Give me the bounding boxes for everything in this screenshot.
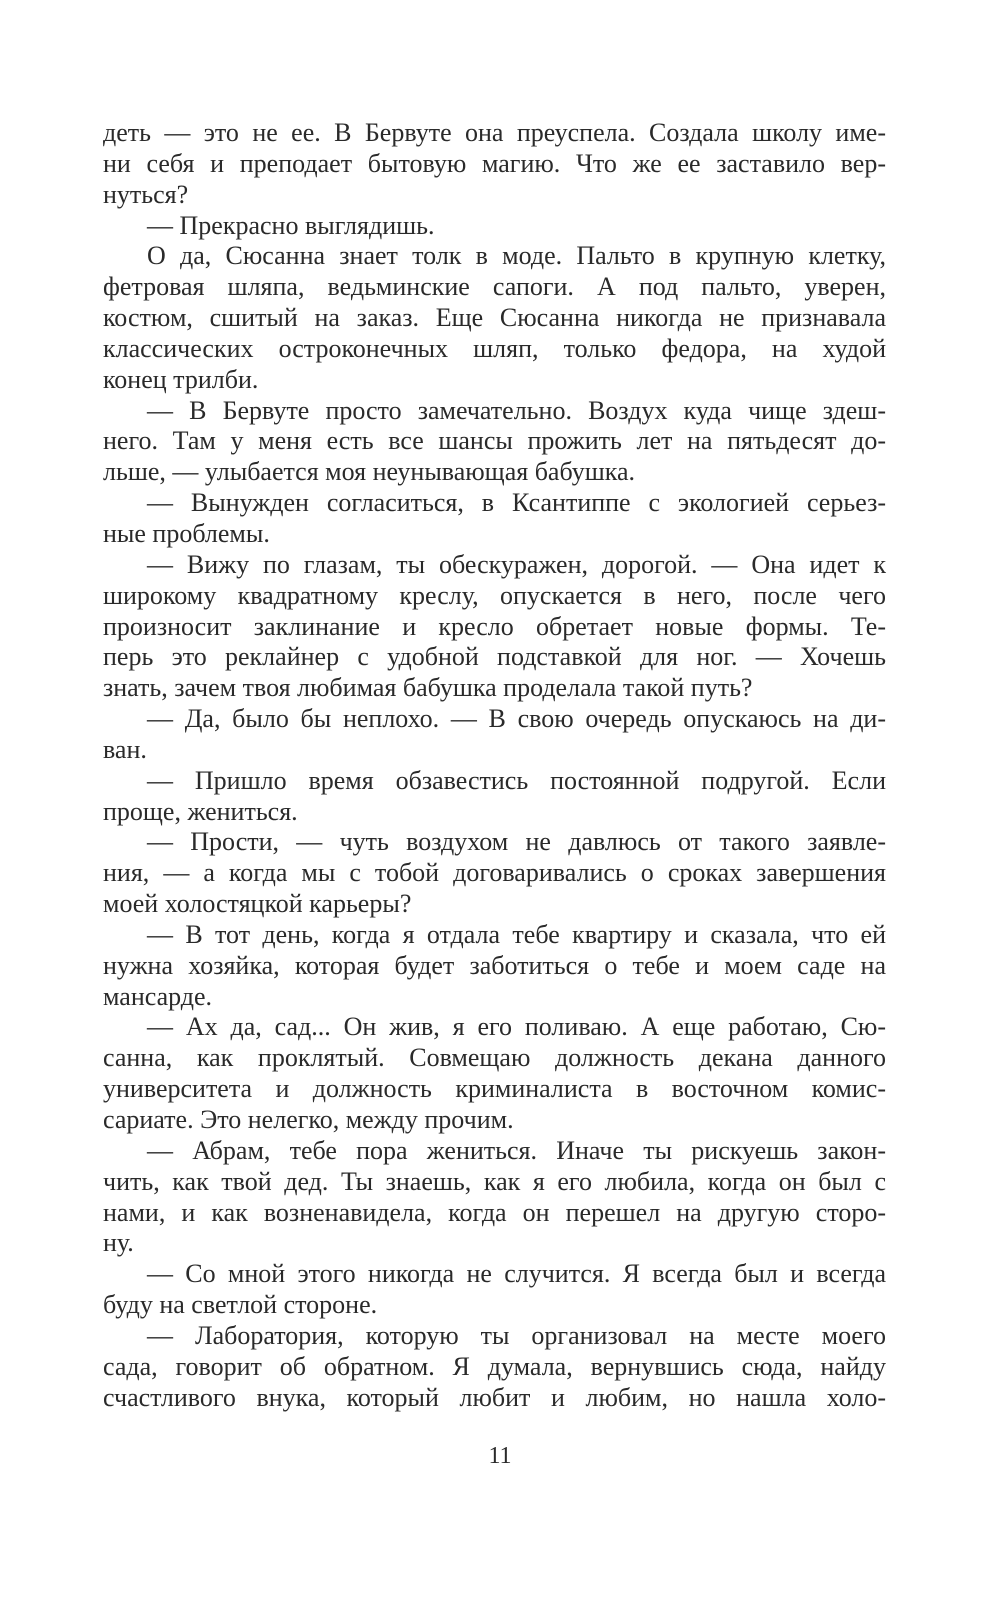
paragraph <box>103 920 886 1013</box>
text-line: — Прости, — чуть воздухом не давлюсь от такого заявле- <box>147 827 886 857</box>
text-line: санна, как проклятый. Совмещаю должность декана данного <box>103 1043 886 1073</box>
text-line: моей холостяцкой карьеры? <box>103 889 412 919</box>
text-line: классических остроконечных шляп, только федора, на худой <box>103 333 886 363</box>
paragraph <box>103 1136 886 1259</box>
paragraph <box>103 704 886 766</box>
text-line: ния, — а когда мы с тобой договаривались о сроках завершения <box>103 858 886 888</box>
text-line: конец трилби. <box>103 364 259 394</box>
text-line: перь это реклайнер с удобной подставкой для ног. — Хочешь <box>103 642 886 672</box>
paragraph <box>103 488 886 550</box>
text-line: — Абрам, тебе пора жениться. Иначе ты рискуешь закон- <box>147 1135 886 1165</box>
paragraph <box>103 1321 886 1414</box>
paragraph <box>103 396 886 489</box>
text-line: — Лаборатория, которую ты организовал на месте моего <box>147 1320 886 1350</box>
text-line: произносит заклинание и кресло обретает новые формы. Те- <box>103 611 886 641</box>
text-line: буду на светлой стороне. <box>103 1290 378 1320</box>
text-line: нуться? <box>103 179 189 209</box>
text-line: — Со мной этого никогда не случится. Я всегда был и всегда <box>147 1259 886 1289</box>
text-line: — Ах да, сад... Он жив, я его поливаю. А еще работаю, Сю- <box>147 1012 886 1042</box>
page-body-text <box>103 118 886 1413</box>
text-line: ни себя и преподает бытовую магию. Что же ее заставило вер- <box>103 148 886 178</box>
paragraph <box>103 766 886 828</box>
paragraph <box>103 241 886 395</box>
text-line: сариате. Это нелегко, между прочим. <box>103 1105 514 1134</box>
paragraph <box>103 1259 886 1321</box>
text-line: ван. <box>103 734 147 764</box>
text-line: О да, Сюсанна знает толк в моде. Пальто в крупную клетку, <box>147 241 886 271</box>
text-line: фетровая шляпа, ведьминские сапоги. А под пальто, уверен, <box>103 272 886 302</box>
text-line: — Прекрасно выглядишь. <box>147 210 435 240</box>
text-line: сада, говорит об обратном. Я думала, вернувшись сюда, найду <box>103 1351 886 1381</box>
text-line: нами, и как возненавидела, когда он перешел на другую сторо- <box>103 1197 886 1227</box>
text-line: чить, как твой дед. Ты знаешь, как я его любила, когда он был с <box>103 1166 886 1196</box>
text-line: мансарде. <box>103 981 213 1011</box>
paragraph <box>103 550 886 704</box>
paragraph <box>103 118 886 211</box>
text-line: деть — это не ее. В Бервуте она преуспела. Создала школу име- <box>103 118 886 147</box>
page-number: 11 <box>488 1443 512 1469</box>
text-line: нужна хозяйка, которая будет заботиться о тебе и моем саде на <box>103 950 886 980</box>
paragraph <box>103 1012 886 1135</box>
text-line: льше, — улыбается моя неунывающая бабушка. <box>103 457 636 487</box>
text-line: — В тот день, когда я отдала тебе квартиру и сказала, что ей <box>147 919 886 949</box>
text-line: — Да, было бы неплохо. — В свою очередь опускаюсь на ди- <box>147 704 886 734</box>
paragraph <box>103 211 886 242</box>
text-line: ные проблемы. <box>103 518 270 548</box>
text-line: — В Бервуте просто замечательно. Воздух куда чище здеш- <box>147 395 886 425</box>
text-line: университета и должность криминалиста в восточном комис- <box>103 1074 886 1104</box>
text-line: ну. <box>103 1228 134 1258</box>
text-line: — Вынужден согласиться, в Ксантиппе с экологией серьез- <box>147 488 886 518</box>
text-line: костюм, сшитый на заказ. Еще Сюсанна никогда не признавала <box>103 303 886 333</box>
text-line: него. Там у меня есть все шансы прожить лет на пятьдесят до- <box>103 426 886 456</box>
text-line: широкому квадратному креслу, опускается в него, после чего <box>103 580 886 610</box>
text-line: — Вижу по глазам, ты обескуражен, дорогой. — Она идет к <box>147 549 886 579</box>
paragraph <box>103 827 886 920</box>
text-line: проще, жениться. <box>103 796 298 826</box>
text-line: счастливого внука, который любит и любим, но нашла холо- <box>103 1382 886 1412</box>
text-line: знать, зачем твоя любимая бабушка проделала такой путь? <box>103 673 753 703</box>
text-line: — Пришло время обзавестись постоянной подругой. Если <box>147 765 886 795</box>
